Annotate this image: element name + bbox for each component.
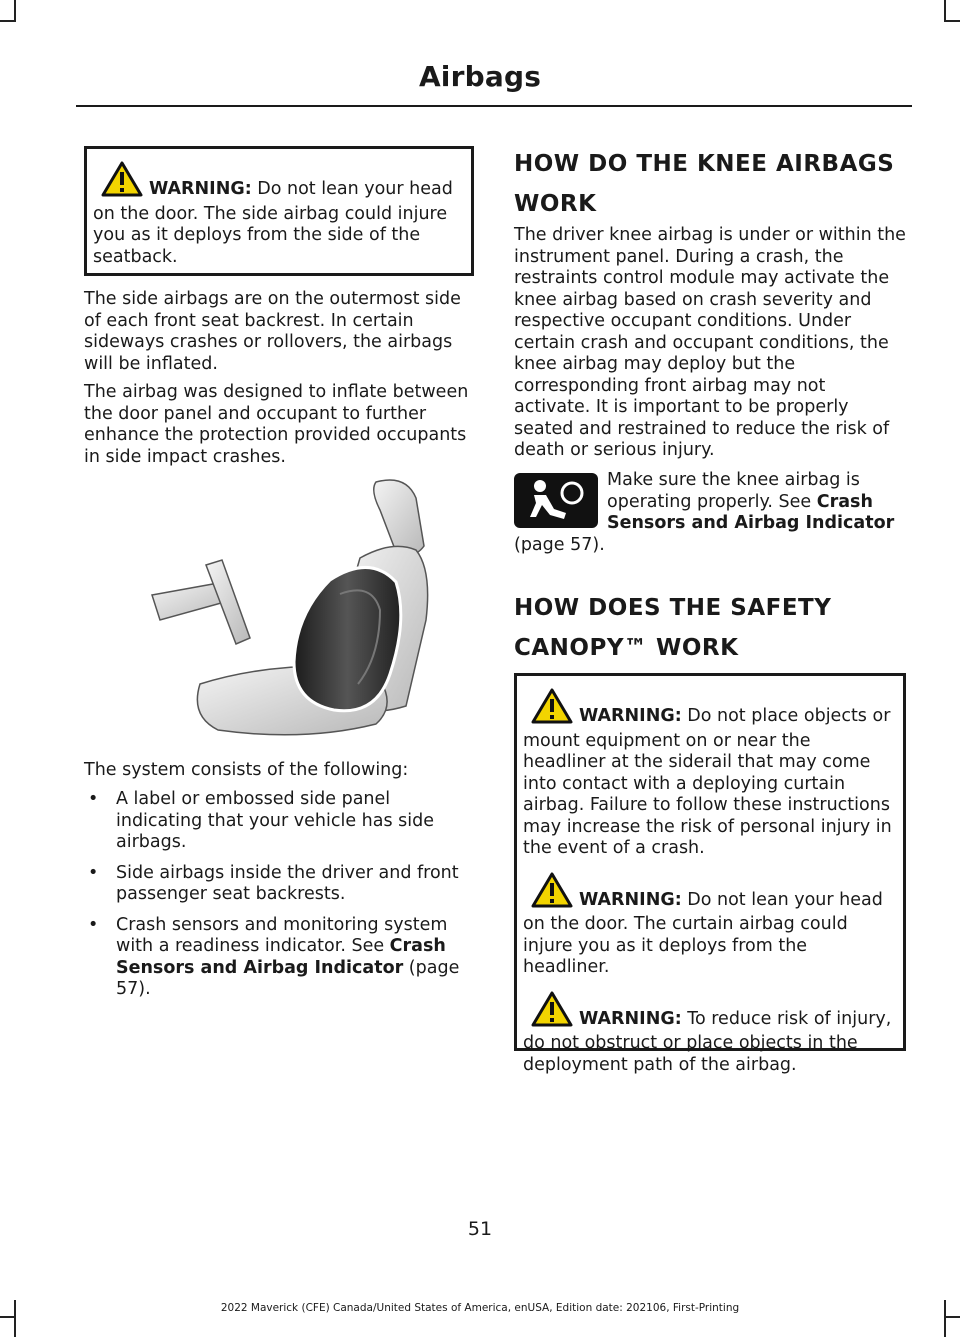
- heading-line: CANOPY™ WORK: [514, 635, 739, 661]
- paragraph: The system consists of the following:: [84, 760, 409, 780]
- list-item-text: A label or embossed side panel indicating that your vehicle has side airbags.: [116, 789, 435, 852]
- section-heading-knee-airbags: [514, 144, 906, 224]
- header-divider: [76, 105, 912, 107]
- crop-mark: [944, 20, 960, 22]
- warning-text: [93, 161, 465, 268]
- warning-body: Do not lean your head on the door. The curtain airbag could injure you as it deploys from the headliner.: [523, 889, 883, 977]
- warning-text: [523, 991, 897, 1077]
- cross-reference-link[interactable]: Crash Sensors and Airbag Indicator: [607, 491, 895, 533]
- list-item-text: Crash sensors and monitoring system with a readiness indicator. See: [116, 914, 448, 956]
- list-item: [84, 863, 476, 906]
- list-item-text: Side airbags inside the driver and front passenger seat backrests.: [116, 862, 459, 904]
- page-number: 51: [467, 1218, 493, 1240]
- warning-label: WARNING:: [149, 179, 252, 199]
- warning-text: [523, 872, 897, 979]
- note-body: (page 57).: [514, 534, 605, 555]
- warning-label: WARNING:: [579, 889, 682, 910]
- section-heading-safety-canopy: [514, 588, 906, 668]
- list-item: [84, 915, 476, 1001]
- crop-mark: [944, 1316, 960, 1318]
- heading-line: HOW DO THE KNEE AIRBAGS: [514, 151, 895, 177]
- warning-label: WARNING:: [579, 1008, 682, 1029]
- warning-triangle-icon: [531, 688, 573, 731]
- note-body: Make sure the knee airbag is operating properly. See: [607, 470, 860, 512]
- crop-mark: [0, 1316, 16, 1318]
- edition-info: 2022 Maverick (CFE) Canada/United States of America, enUSA, Edition date: 202106, First-Printing: [220, 1302, 740, 1314]
- airbag-indicator-icon: [514, 473, 598, 528]
- bullet-icon: •: [88, 789, 99, 809]
- warning-triangle-icon: [101, 161, 143, 204]
- paragraph: The side airbags are on the outermost side of each front seat backrest. In certain sideways crashes or rollovers, the airbags will be inflated.: [84, 289, 461, 374]
- warning-triangle-icon: [531, 991, 573, 1034]
- warning-triangle-icon: [531, 872, 573, 915]
- crop-mark: [944, 0, 946, 22]
- heading-line: HOW DOES THE SAFETY: [514, 595, 832, 621]
- warning-box-side-airbag: [84, 146, 474, 276]
- knee-airbag-note: [514, 470, 906, 556]
- list-item: [84, 789, 476, 854]
- component-list: [84, 789, 476, 1001]
- bullet-icon: •: [88, 862, 99, 883]
- list-item-text: (page 57).: [116, 957, 460, 999]
- bullet-icon: •: [88, 914, 99, 935]
- crop-mark: [0, 20, 16, 22]
- warning-body: To reduce risk of injury, do not obstruct or place objects in the deployment path of the airbag.: [523, 1008, 892, 1075]
- paragraph: The driver knee airbag is under or within the instrument panel. During a crash, the restraints control module may activate the knee airbag based on crash severity and respective occupant conditions. Under certain crash and occupant conditions, the knee airbag may deploy but the corresponding front airbag may not activate. It is important to be properly seated and restrained to reduce the risk of death or serious injury.: [514, 225, 906, 460]
- crop-mark: [14, 0, 16, 22]
- heading-line: WORK: [514, 191, 597, 217]
- warning-box-safety-canopy: [514, 673, 906, 1075]
- warning-body: Do not place objects or mount equipment on or near the headliner at the siderail that may come into contact with a deploying curtain airbag. Failure to follow these instructions may increase the risk of personal injury in the event of a crash.: [523, 706, 892, 858]
- side-airbag-seat-illustration: [144, 470, 444, 746]
- cross-reference-link[interactable]: Crash Sensors and Airbag Indicator: [116, 936, 446, 978]
- page-title: Airbags: [418, 60, 542, 93]
- warning-body: Do not lean your head on the door. The side airbag could injure you as it deploys from the side of the seatback.: [93, 179, 453, 267]
- warning-text: [523, 688, 897, 860]
- warning-label: WARNING:: [579, 706, 682, 726]
- paragraph: The airbag was designed to inflate between the door panel and occupant to further enhance the protection provided occupants in side impact crashes.: [84, 382, 469, 467]
